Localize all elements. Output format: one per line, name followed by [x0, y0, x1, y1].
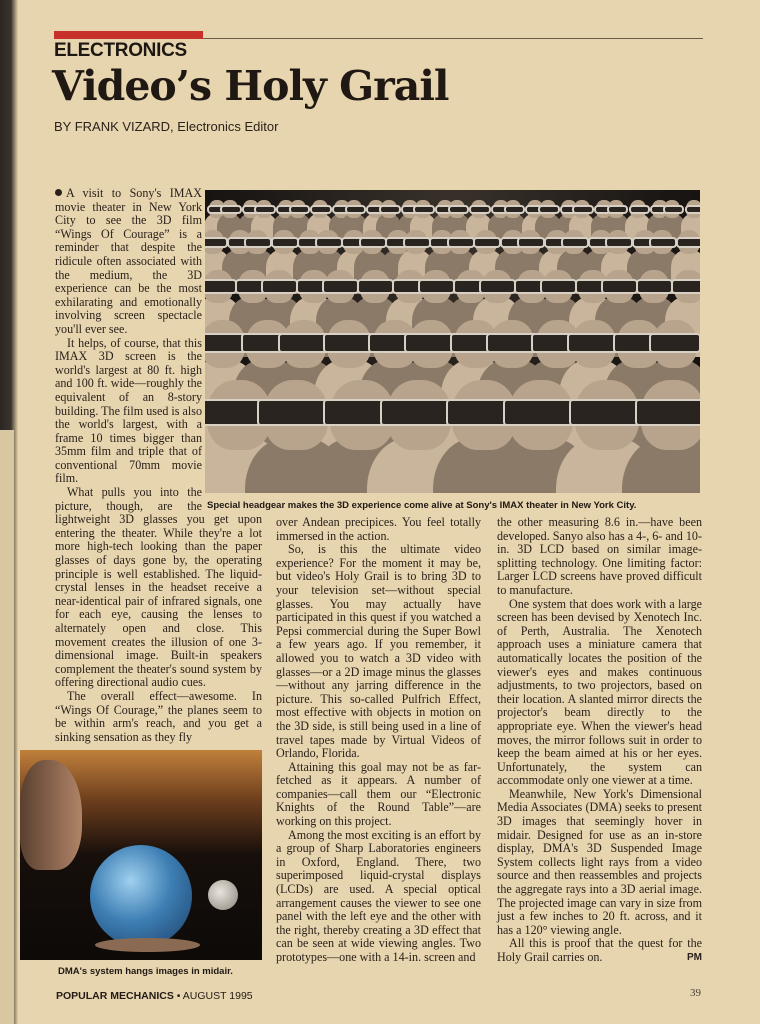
3d-glasses: [663, 205, 685, 215]
moon-image: [208, 880, 238, 910]
3d-glasses: [271, 237, 299, 249]
3d-glasses: [315, 237, 343, 249]
3d-glasses: [676, 237, 700, 249]
article-paragraph: the other measuring 8.6 in.—have been developed. Sanyo also has a 4-, 6- and 10-in. 3D LCD based on similar image-splitting technology. One limiting factor: Larger LCD screens have proved difficult to manufacture.: [497, 515, 702, 597]
3d-glasses: [380, 399, 454, 425]
hand: [95, 938, 200, 952]
3d-glasses: [205, 237, 228, 249]
byline: BY FRANK VIZARD, Electronics Editor: [54, 119, 279, 134]
article-paragraph: All this is proof that the quest for the Holy Grail carries on. PM: [497, 936, 702, 964]
man-face: [20, 760, 82, 870]
3d-glasses: [257, 399, 331, 425]
article-paragraph: A visit to Sony's IMAX movie theater in New York City to see the 3D film “Wings Of Courage” is a reminder that despite the ridicule often associated with the medium, the 3D experience can be the most exhilarating and emotionally involving screen spectacle you'll ever see.: [55, 186, 202, 336]
3d-glasses: [635, 399, 700, 425]
3d-glasses: [289, 205, 311, 215]
3d-glasses: [359, 237, 387, 249]
3d-glasses: [418, 279, 455, 294]
section-label: ELECTRONICS: [54, 40, 187, 61]
3d-glasses: [448, 205, 470, 215]
3d-glasses: [345, 205, 367, 215]
3d-glasses: [447, 237, 475, 249]
3d-glasses: [244, 237, 272, 249]
section-color-bar: [54, 31, 203, 39]
header-rule: [203, 38, 703, 39]
3d-glasses: [540, 279, 577, 294]
3d-glasses: [649, 237, 677, 249]
scan-edge-lower: [0, 430, 14, 1024]
article-title: Video’s Holy Grail: [52, 62, 449, 110]
3d-glasses: [601, 279, 638, 294]
article-paragraph: What pulls you into the picture, though, are the lightweight 3D glasses you get upon entering the theater. While they're a lot more high-tech looking than the paper glasses of days gone by, the operating principle is well established. The liquid-crystal lenses in the headset receive a near-identical pair of infrared signals, one for each eye, causing the lenses to alternately open and close. This movement creates the illusion of one 3-dimensional image. Built-in speakers complement the theater's sound system by offering directional audio cues.: [55, 485, 262, 690]
page-number: 39: [690, 987, 701, 999]
3d-glasses: [538, 205, 560, 215]
article-column-3: [497, 516, 702, 965]
article-paragraph: So, is this the ultimate video experience? For the moment it may be, but video's Holy Grail is to bring 3D to your television set—without special glasses. You may actually have participated in this quest if you watched a Pepsi commercial during the Super Bowl a few years ago. If you remember, it allowed you to watch a 3D video with glasses—or a 2D image minus the glasses—without any jarring difference in the picture. This so-called Pulfrich Effect, most effective with objects in motion on the 3D side, is still being used in a line of travel tapes made by Virtual Videos of Orlando, Florida.: [276, 542, 481, 761]
article-paragraph: It helps, of course, that this IMAX 3D screen is the world's largest at 80 ft. high and 100 ft. wide—roughly the equivalent of an 8-story building. The film used is also the world's largest, with a frame 10 times bigger than 35mm film and triple that of conventional 70mm movie film.: [55, 335, 202, 486]
article-column-2: [276, 516, 481, 965]
3d-glasses: [254, 205, 276, 215]
3d-glasses: [205, 279, 237, 294]
3d-glasses: [649, 333, 700, 352]
3d-glasses: [636, 279, 673, 294]
3d-glasses: [685, 205, 700, 215]
end-mark: PM: [687, 952, 702, 963]
bullet-icon: [55, 189, 62, 196]
dma-floating-globe-photo: [20, 750, 262, 960]
3d-glasses: [605, 237, 633, 249]
3d-glasses: [322, 279, 359, 294]
3d-glasses: [569, 399, 643, 425]
3d-glasses: [261, 279, 298, 294]
3d-glasses: [473, 237, 501, 249]
3d-glasses: [629, 205, 651, 215]
globe-image: [90, 845, 192, 947]
theater-photo-caption: Special headgear makes the 3D experience come alive at Sony's IMAX theater in New York City.: [207, 500, 637, 511]
article-paragraph: Among the most exciting is an effort by a group of Sharp Laboratories engineers in Oxford, England. There, two superimposed liquid-crystal displays (LCDs) are used. A special optical arrangement causes the viewer to see one panel with the left eye and the other with the right, thereby creating a 3D effect that can be seen at wide viewing angles. Two prototypes—one with a 14-in. screen and: [276, 827, 481, 964]
article-paragraph: One system that does work with a large screen has been devised by Xenotech Inc. of Perth, Australia. The Xenotech approach uses a miniature camera that automatically locates the position of the viewer's eyes and makes continuous adjustments, to two projectors, based on their location. A slanted mirror directs the projector's beam directly to the appropriate eye. When the viewer's head moves, the mirror follows suit in order to keep the beam aimed at his or her eyes. Unfortunately, the system can accommodate only one viewer at a time.: [497, 596, 702, 788]
3d-glasses: [561, 237, 589, 249]
3d-glasses: [413, 205, 435, 215]
3d-glasses: [469, 205, 491, 215]
3d-glasses: [503, 399, 577, 425]
3d-glasses: [220, 205, 242, 215]
dma-photo-caption: DMA's system hangs images in midair.: [58, 966, 233, 977]
3d-glasses: [504, 205, 526, 215]
article-paragraph: Meanwhile, New York's Dimensional Media Associates (DMA) seeks to present 3D images that seemingly hover in midair. Designed for use as an in-store display, DMA's 3D Suspended Image System collects light rays from a video source and then reassembles and projects the aggregate rays into a 3D aerial image. The projected image can vary in size from just a few inches to 20 ft. across, and it has a 120° viewing angle.: [497, 786, 702, 937]
imax-audience-photo: [205, 190, 700, 493]
3d-glasses: [517, 237, 545, 249]
3d-glasses: [671, 279, 700, 294]
article-paragraph: over Andean precipices. You feel totally immersed in the action.: [276, 515, 481, 543]
3d-glasses: [479, 279, 516, 294]
3d-glasses: [357, 279, 394, 294]
article-paragraph: The overall effect—awesome. In “Wings Of Courage,” the planes seem to be within arm's reach, and you get a sinking sensation as they fly: [55, 688, 262, 744]
3d-glasses: [310, 205, 332, 215]
footer-credit: POPULAR MECHANICS • AUGUST 1995: [56, 990, 253, 1002]
3d-glasses: [607, 205, 629, 215]
article-paragraph: Attaining this goal may not be as far-fetched as it appears. A number of companies—call them our “Electronic Knights of the Round Table”—are working on this project.: [276, 759, 481, 829]
3d-glasses: [379, 205, 401, 215]
3d-glasses: [403, 237, 431, 249]
3d-glasses: [572, 205, 594, 215]
